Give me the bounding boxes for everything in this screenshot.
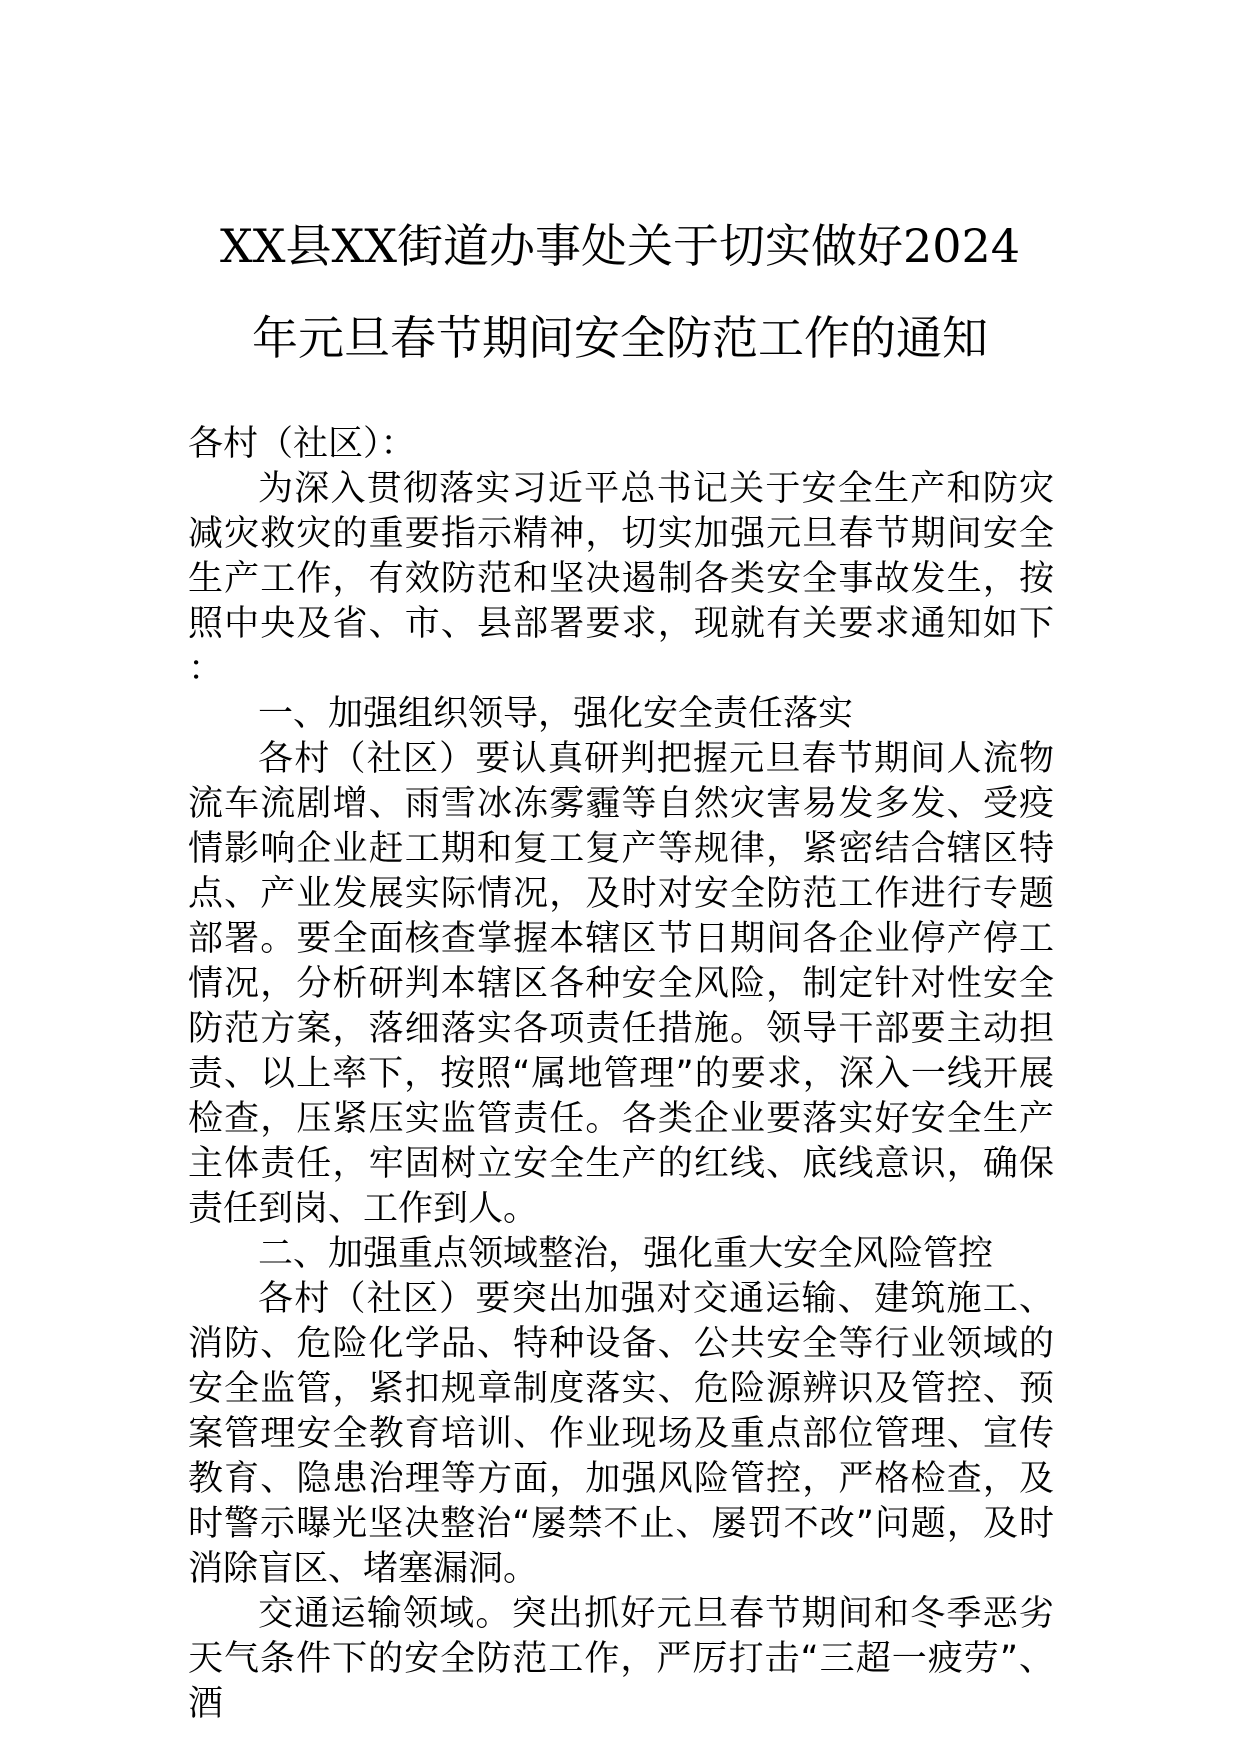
section-heading-2: 二、加强重点领域整治，强化重大安全风险管控 [258,1234,994,1274]
paragraph-section-2: 各村（社区）要突出加强对交通运输、建筑施工、消防、危险化学品、特种设备、公共安全等行业领域的安全监管，紧扣规章制度落实、危险源辨识及管控、预案管理安全教育培训、作业现场及重点部位管理、宣传教育、隐患治理等方面，加强风险管控，严格检查，及时警示曝光坚决整治“屡禁不止、屡罚不改”问题，及时消除盲区、堵塞漏洞。 [188,1279,1054,1589]
document-title-line-1: XX县XX街道办事处关于切实做好2024 [219,219,1021,273]
document-body [188,422,1054,1727]
section-heading-1: 一、加强组织领导，强化安全责任落实 [258,694,854,734]
paragraph-intro: 为深入贯彻落实习近平总书记关于安全生产和防灾减灾救灾的重要指示精神，切实加强元旦春节期间安全生产工作，有效防范和坚决遏制各类安全事故发生，按照中央及省、市、县部署要求，现就有关要求通知如下： [188,469,1054,689]
paragraph-transport: 交通运输领域。突出抓好元旦春节期间和冬季恶劣天气条件下的安全防范工作，严厉打击“三超一疲劳”、酒 [188,1594,1054,1724]
paragraph-section-1: 各村（社区）要认真研判把握元旦春节期间人流物流车流剧增、雨雪冰冻雾霾等自然灾害易发多发、受疫情影响企业赶工期和复工复产等规律，紧密结合辖区特点、产业发展实际情况，及时对安全防范工作进行专题部署。要全面核查掌握本辖区节日期间各企业停产停工情况，分析研判本辖区各种安全风险，制定针对性安全防范方案，落细落实各项责任措施。领导干部要主动担责、以上率下，按照“属地管理”的要求，深入一线开展检查，压紧压实监管责任。各类企业要落实好安全生产主体责任，牢固树立安全生产的红线、底线意识，确保责任到岗、工作到人。 [188,739,1054,1229]
salutation: 各村（社区）： [188,424,416,464]
document-title-line-2: 年元旦春节期间安全防范工作的通知 [252,311,988,365]
